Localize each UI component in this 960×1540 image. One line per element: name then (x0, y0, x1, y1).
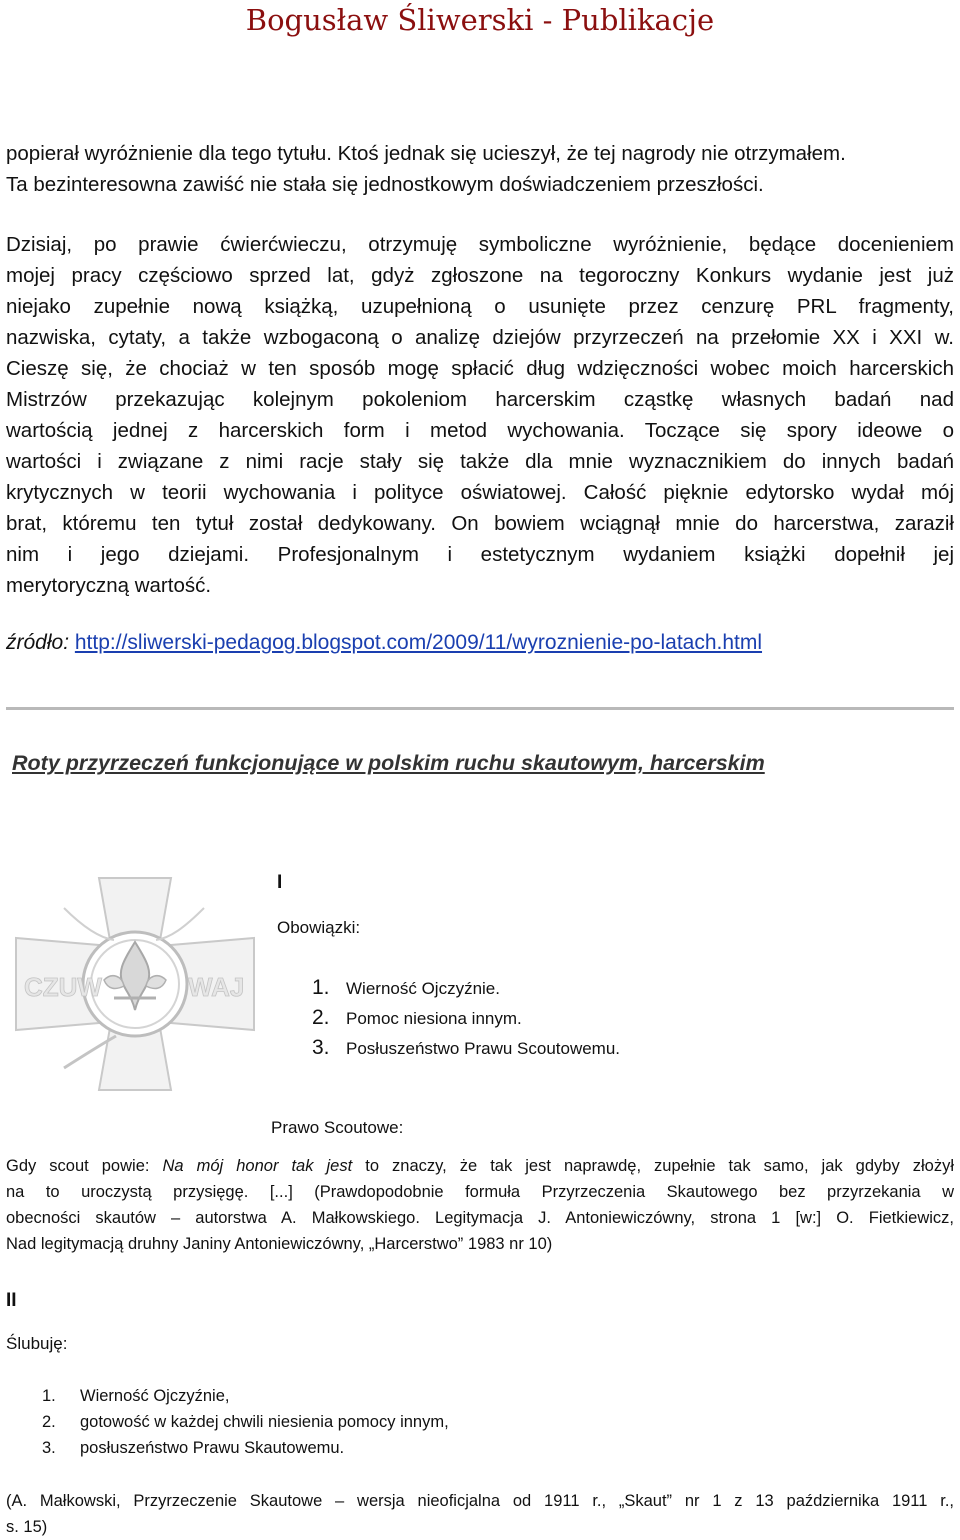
text-line: Cieszę się, że chociaż w ten sposób mogę spłacić dług wdzięczności wobec moich harcerskich (6, 357, 954, 380)
vows-list (42, 1383, 449, 1461)
text-line: wartością jednej z harcerskich form i metod wychowania. Toczące się spory ideowe o (6, 419, 954, 442)
list-item: 1. Wierność Ojczyźnie, (42, 1387, 230, 1405)
list-item: 1. Wierność Ojczyźnie. (312, 976, 500, 999)
text-line: niejako zupełnie nową książką, uzupełnioną o usunięte przez cenzurę PRL fragmenty, (6, 295, 954, 318)
duties-label: Obowiązki: (277, 918, 361, 937)
text-line: Gdy scout powie: Na mój honor tak jest to znaczy, że tak jest naprawdę, zupełnie tak samo, jak gdyby złożył (6, 1157, 954, 1175)
text-line: nazwiska, cytaty, a także wzbogaconą o analizę dziejów przyrzeczeń na przełomie XX i XXI w. (6, 326, 954, 349)
source-link[interactable]: http://sliwerski-pedagog.blogspot.com/2009/11/wyroznienie-po-latach.html (74, 631, 763, 654)
vows-label: Ślubuję: (6, 1334, 68, 1353)
text-line: obecności skautów – autorstwa A. Małkowskiego. Legitymacja J. Antoniewiczówny, strona 1 [w:] O. Fietkiewicz, (6, 1209, 954, 1227)
law-label: Prawo Scoutowe: (271, 1118, 404, 1137)
section-2-number: II (6, 1290, 17, 1311)
source-line (6, 627, 762, 659)
text-line: merytoryczną wartość. (6, 574, 212, 597)
text-line: Dzisiaj, po prawie ćwierćwieczu, otrzymuję symboliczne wyróżnienie, będące docenieniem (6, 233, 954, 256)
list-item: 3. Posłuszeństwo Prawu Scoutowemu. (312, 1036, 621, 1059)
text-line: popierał wyróżnienie dla tego tytułu. Ktoś jednak się ucieszył, że tej nagrody nie otrzymałem. (6, 142, 846, 165)
text-line: (A. Małkowski, Przyrzeczenie Skautowe – wersja nieoficjalna od 1911 r., „Skaut” nr 1 z 13 października 1911 r., (6, 1492, 954, 1510)
scout-cross-icon (4, 868, 266, 1100)
text-line: s. 15) (6, 1518, 48, 1536)
law-quote-paragraph (6, 1153, 954, 1257)
text-line: krytycznych w teorii wychowania i polityce oświatowej. Całość pięknie edytorsko wydał mój (6, 481, 954, 504)
text-line: na to uroczystą przysięgę. [...] (Prawdopodobnie formuła Przyrzeczenia Skautowego bez przyrzekania w (6, 1183, 954, 1201)
intro-paragraph (6, 138, 954, 200)
text-line: wartości i związane z nimi racje stały się także dla mnie wyznacznikiem do innych badań (6, 450, 954, 473)
scout-cross-emblem (4, 868, 266, 1100)
list-item: 2. gotowość w każdej chwili niesienia pomocy innym, (42, 1413, 449, 1431)
text-line: Mistrzów przekazując kolejnym pokoleniom harcerskim cząstkę własnych badań nad (6, 388, 954, 411)
text-line: nim i jego dziejami. Profesjonalnym i estetycznym wydaniem książki dopełnił jej (6, 543, 954, 566)
source-label: źródło: (6, 631, 70, 654)
main-paragraph (6, 229, 954, 601)
text-line: Nad legitymacją druhny Janiny Antoniewiczówny, „Harcerstwo” 1983 nr 10) (6, 1235, 553, 1253)
horizontal-divider (6, 707, 954, 710)
text-line: mojej pracy częściowo sprzed lat, gdyż zgłoszone na tegoroczny Konkurs wydanie jest już (6, 264, 954, 287)
citation-paragraph (6, 1488, 954, 1540)
text-line: brat, któremu ten tytuł został dedykowany. On bowiem wciągnął mnie do harcerstwa, zaraził (6, 512, 954, 535)
section-1-number: I (277, 872, 283, 893)
duties-list (312, 975, 620, 1065)
list-item: 3. posłuszeństwo Prawu Skautowemu. (42, 1439, 345, 1457)
emblem-text-left: CZUW (24, 972, 102, 1002)
page-header-title: Bogusław Śliwerski - Publikacje (245, 3, 715, 37)
section-heading: Roty przyrzeczeń funkcjonujące w polskim ruchu skautowym, harcerskim (12, 751, 765, 775)
emblem-text-right: WAJ (188, 972, 245, 1002)
text-line: Ta bezinteresowna zawiść nie stała się jednostkowym doświadczeniem przeszłości. (6, 173, 764, 196)
list-item: 2. Pomoc niesiona innym. (312, 1006, 522, 1029)
